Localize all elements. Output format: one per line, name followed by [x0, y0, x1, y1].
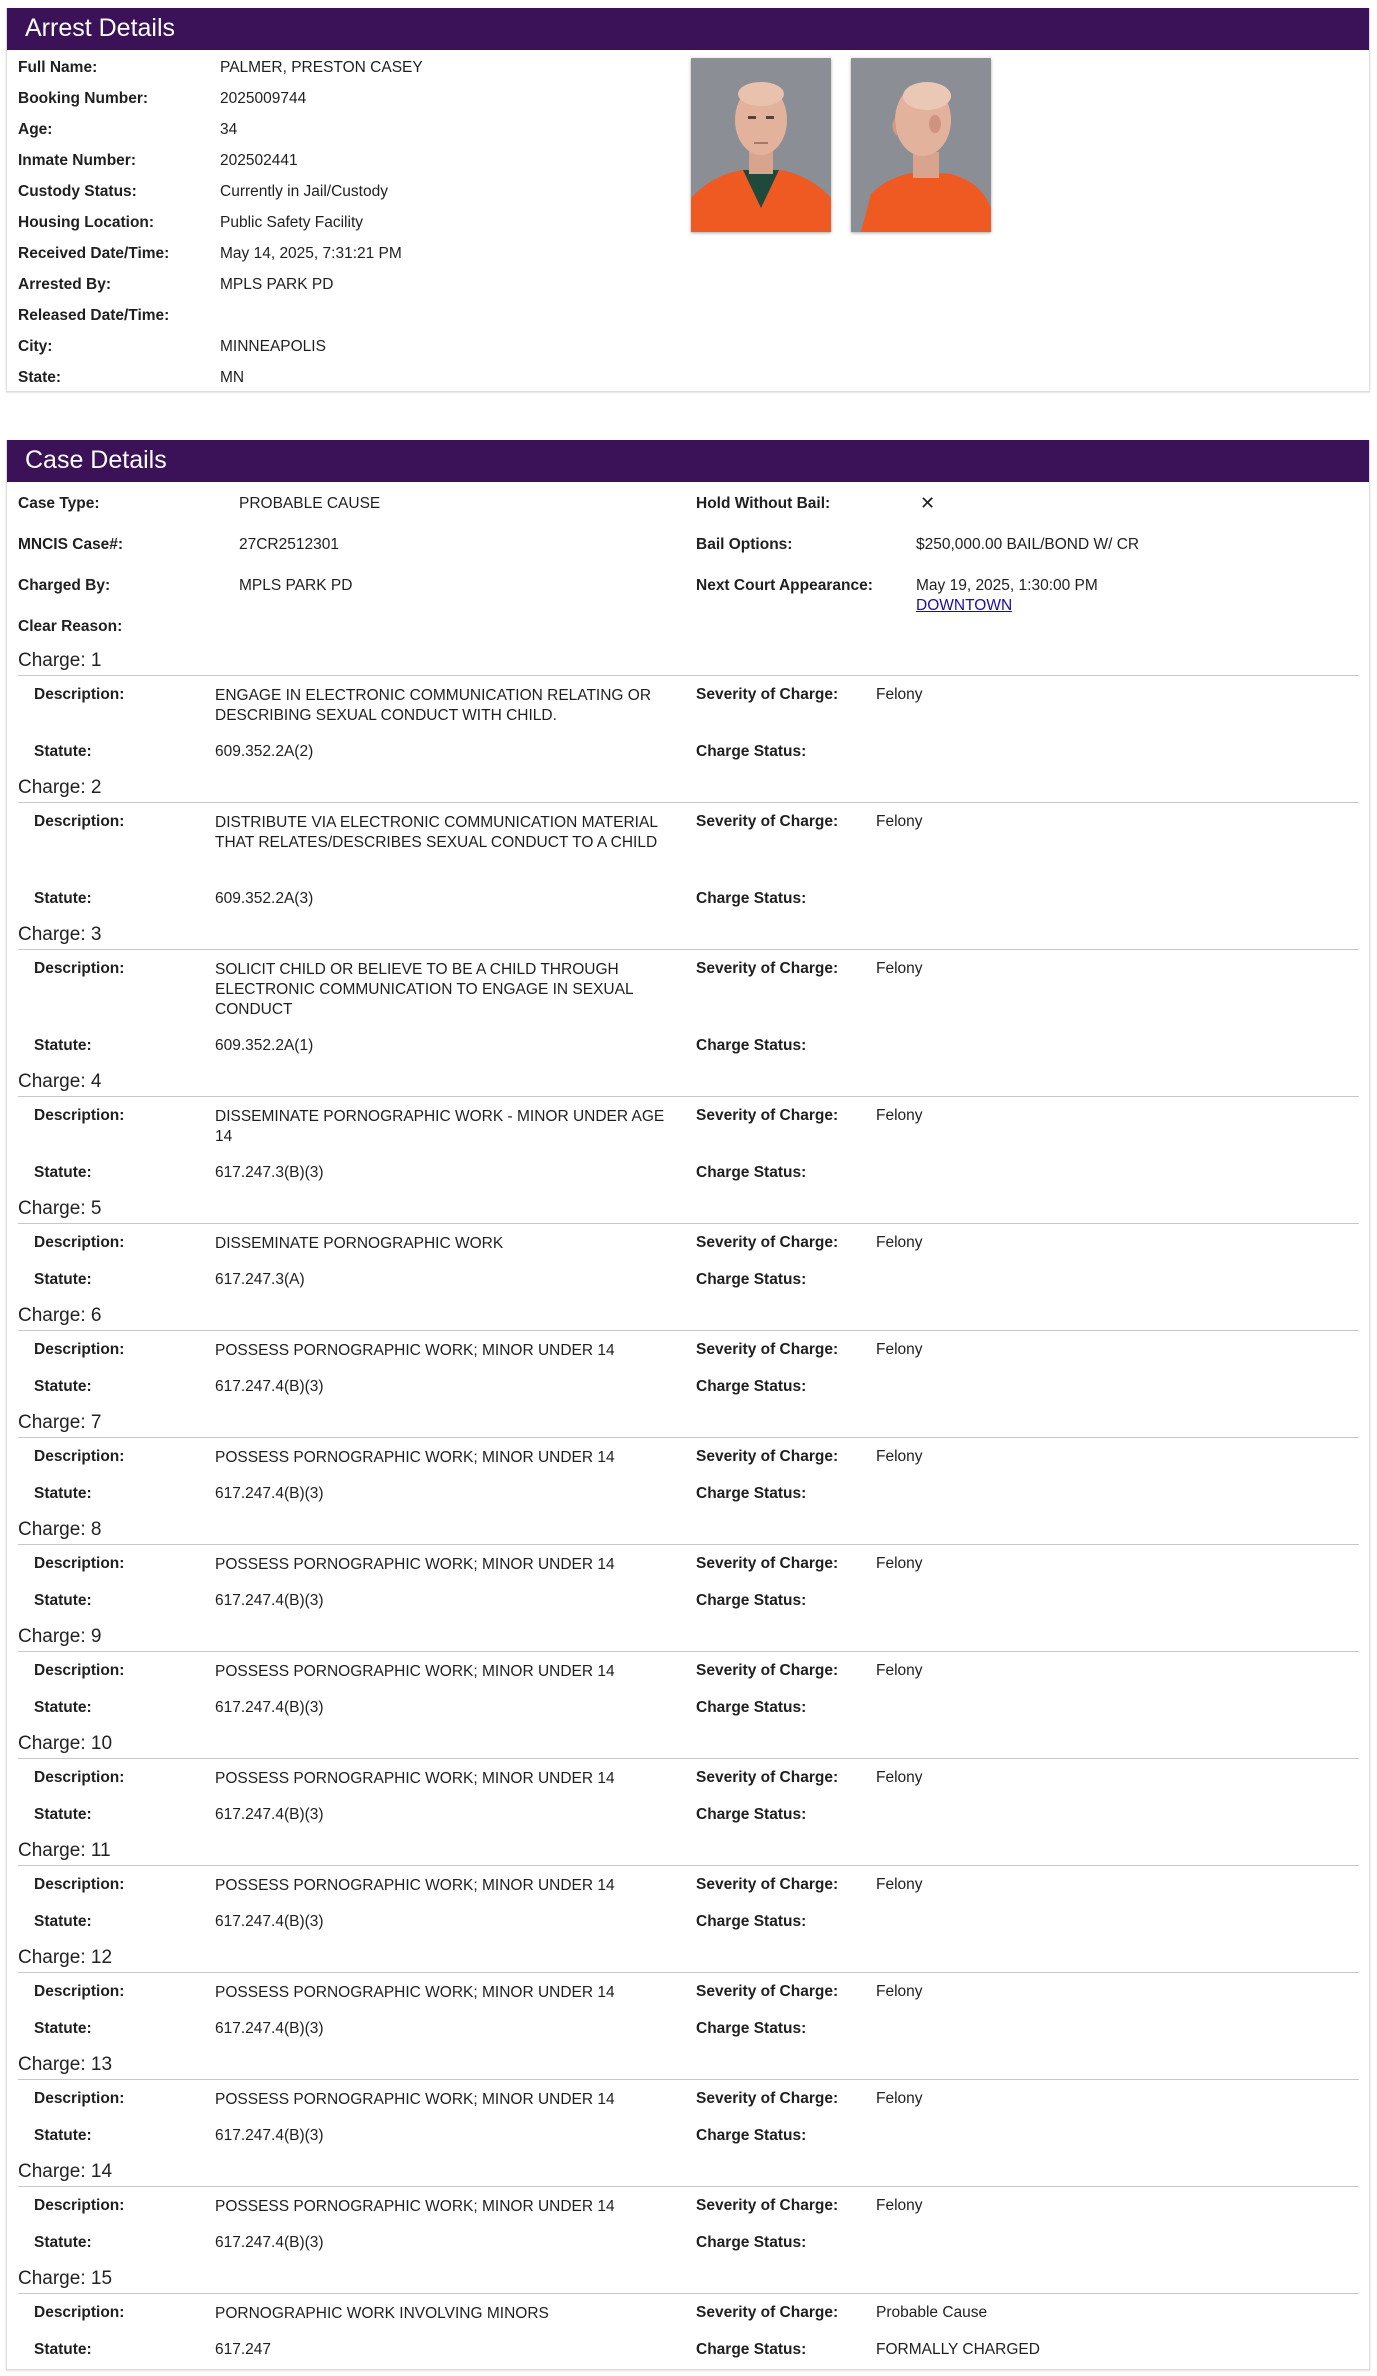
- charge-divider: [18, 1865, 1359, 1866]
- charge-severity: Felony: [876, 1555, 923, 1572]
- statute-label: Statute:: [34, 2127, 92, 2144]
- statute-label: Statute:: [34, 1485, 92, 1502]
- case-details-panel: [6, 440, 1370, 2370]
- statute-label: Statute:: [34, 1913, 92, 1930]
- charge-severity: Felony: [876, 1876, 923, 1893]
- description-label: Description:: [34, 1662, 125, 1679]
- arrest-field-value: May 14, 2025, 7:31:21 PM: [220, 245, 402, 262]
- charge-divider: [18, 675, 1359, 676]
- arrest-field-label: Received Date/Time:: [18, 245, 170, 262]
- charge-divider: [18, 949, 1359, 950]
- charge-severity: Felony: [876, 1107, 923, 1124]
- charge-divider: [18, 1223, 1359, 1224]
- severity-label: Severity of Charge:: [696, 1341, 839, 1358]
- severity-label: Severity of Charge:: [696, 1555, 839, 1572]
- charge-severity: Felony: [876, 1662, 923, 1679]
- charge-status-label: Charge Status:: [696, 890, 807, 907]
- description-label: Description:: [34, 1769, 125, 1786]
- description-label: Description:: [34, 1555, 125, 1572]
- description-label: Description:: [34, 2090, 125, 2107]
- charge-description: DISSEMINATE PORNOGRAPHIC WORK - MINOR UNDER AGE 14: [215, 1108, 665, 1145]
- mncis-case-label: MNCIS Case#:: [18, 536, 124, 553]
- severity-label: Severity of Charge:: [696, 2304, 839, 2321]
- charge-title: Charge: 1: [18, 650, 102, 671]
- arrest-field-value: MPLS PARK PD: [220, 276, 334, 293]
- charge-title: Charge: 3: [18, 924, 102, 945]
- severity-label: Severity of Charge:: [696, 1662, 839, 1679]
- arrest-field-value: Currently in Jail/Custody: [220, 183, 388, 200]
- charge-statute: 617.247.4(B)(3): [215, 2020, 324, 2037]
- bail-options-value: $250,000.00 BAIL/BOND W/ CR: [916, 536, 1140, 553]
- charge-status-label: Charge Status:: [696, 1592, 807, 1609]
- statute-label: Statute:: [34, 2341, 92, 2358]
- charge-severity: Felony: [876, 686, 923, 703]
- charge-status-label: Charge Status:: [696, 1037, 807, 1054]
- arrest-field-label: Custody Status:: [18, 183, 137, 200]
- charge-title: Charge: 6: [18, 1305, 102, 1326]
- charge-status-label: Charge Status:: [696, 2341, 807, 2358]
- charge-status-label: Charge Status:: [696, 1271, 807, 1288]
- arrest-field-value: 2025009744: [220, 90, 307, 107]
- charge-description: POSSESS PORNOGRAPHIC WORK; MINOR UNDER 14: [215, 1449, 615, 1466]
- next-court-appearance-label: Next Court Appearance:: [696, 577, 873, 594]
- arrest-field-label: Booking Number:: [18, 90, 149, 107]
- charge-severity: Felony: [876, 2197, 923, 2214]
- charge-description: DISTRIBUTE VIA ELECTRONIC COMMUNICATION MATERIAL THAT RELATES/DESCRIBES SEXUAL CONDUCT TO A CHILD: [215, 814, 658, 851]
- arrest-field-label: Released Date/Time:: [18, 307, 170, 324]
- mncis-case-value: 27CR2512301: [239, 536, 339, 553]
- charge-status-label: Charge Status:: [696, 743, 807, 760]
- description-label: Description:: [34, 1876, 125, 1893]
- case-details-header: Case Details: [7, 440, 1369, 482]
- case-type-label: Case Type:: [18, 495, 100, 512]
- severity-label: Severity of Charge:: [696, 1448, 839, 1465]
- profile-booking-photo: [851, 58, 991, 232]
- charge-title: Charge: 12: [18, 1947, 113, 1968]
- charge-statute: 617.247: [215, 2341, 272, 2358]
- severity-label: Severity of Charge:: [696, 1876, 839, 1893]
- charge-statute: 617.247.4(B)(3): [215, 1592, 324, 1609]
- charge-divider: [18, 1651, 1359, 1652]
- charge-severity: Probable Cause: [876, 2304, 988, 2321]
- charge-divider: [18, 1972, 1359, 1973]
- charge-divider: [18, 1544, 1359, 1545]
- charge-status: FORMALLY CHARGED: [876, 2341, 1040, 2358]
- charge-description: POSSESS PORNOGRAPHIC WORK; MINOR UNDER 14: [215, 1984, 615, 2001]
- arrest-field-label: Housing Location:: [18, 214, 155, 231]
- charge-description: ENGAGE IN ELECTRONIC COMMUNICATION RELATING OR DESCRIBING SEXUAL CONDUCT WITH CHILD.: [215, 687, 652, 724]
- statute-label: Statute:: [34, 1037, 92, 1054]
- description-label: Description:: [34, 1983, 125, 2000]
- description-label: Description:: [34, 1107, 125, 1124]
- charge-statute: 617.247.4(B)(3): [215, 1378, 324, 1395]
- close-icon: ✕: [920, 493, 936, 513]
- charge-statute: 617.247.4(B)(3): [215, 2234, 324, 2251]
- arrest-field-label: Age:: [18, 121, 53, 138]
- arrest-field-label: City:: [18, 338, 53, 355]
- arrest-field-value: Public Safety Facility: [220, 214, 363, 231]
- charge-description: POSSESS PORNOGRAPHIC WORK; MINOR UNDER 14: [215, 1342, 615, 1359]
- hold-without-bail-label: Hold Without Bail:: [696, 495, 831, 512]
- description-label: Description:: [34, 813, 125, 830]
- statute-label: Statute:: [34, 2234, 92, 2251]
- charge-description: POSSESS PORNOGRAPHIC WORK; MINOR UNDER 14: [215, 1556, 615, 1573]
- charge-statute: 617.247.4(B)(3): [215, 2127, 324, 2144]
- arrest-field-value: 34: [220, 121, 238, 138]
- description-label: Description:: [34, 686, 125, 703]
- charge-statute: 617.247.4(B)(3): [215, 1913, 324, 1930]
- arrest-field-label: Inmate Number:: [18, 152, 136, 169]
- charge-description: POSSESS PORNOGRAPHIC WORK; MINOR UNDER 14: [215, 1663, 615, 1680]
- statute-label: Statute:: [34, 743, 92, 760]
- charged-by-value: MPLS PARK PD: [239, 577, 353, 594]
- charge-divider: [18, 1096, 1359, 1097]
- case-type-value: PROBABLE CAUSE: [239, 495, 381, 512]
- charge-status-label: Charge Status:: [696, 1485, 807, 1502]
- charge-severity: Felony: [876, 1341, 923, 1358]
- charge-severity: Felony: [876, 960, 923, 977]
- severity-label: Severity of Charge:: [696, 1983, 839, 2000]
- charge-status-label: Charge Status:: [696, 2020, 807, 2037]
- statute-label: Statute:: [34, 1806, 92, 1823]
- arrest-field-label: Full Name:: [18, 59, 98, 76]
- charge-title: Charge: 8: [18, 1519, 102, 1540]
- charge-description: DISSEMINATE PORNOGRAPHIC WORK: [215, 1235, 504, 1252]
- severity-label: Severity of Charge:: [696, 686, 839, 703]
- charge-severity: Felony: [876, 1769, 923, 1786]
- charge-title: Charge: 14: [18, 2161, 113, 2182]
- description-label: Description:: [34, 1448, 125, 1465]
- charge-divider: [18, 1437, 1359, 1438]
- clear-reason-label: Clear Reason:: [18, 618, 123, 635]
- charge-description: POSSESS PORNOGRAPHIC WORK; MINOR UNDER 14: [215, 1770, 615, 1787]
- charge-divider: [18, 802, 1359, 803]
- next-court-date: May 19, 2025, 1:30:00 PM: [916, 577, 1098, 594]
- severity-label: Severity of Charge:: [696, 2197, 839, 2214]
- charge-severity: Felony: [876, 1234, 923, 1251]
- charge-description: POSSESS PORNOGRAPHIC WORK; MINOR UNDER 14: [215, 2091, 615, 2108]
- charge-statute: 609.352.2A(3): [215, 890, 314, 907]
- arrest-field-label: Arrested By:: [18, 276, 112, 293]
- arrest-details-header: Arrest Details: [7, 8, 1369, 50]
- statute-label: Statute:: [34, 1378, 92, 1395]
- severity-label: Severity of Charge:: [696, 1107, 839, 1124]
- front-booking-photo: [691, 58, 831, 232]
- severity-label: Severity of Charge:: [696, 813, 839, 830]
- charge-title: Charge: 7: [18, 1412, 102, 1433]
- charge-status-label: Charge Status:: [696, 1913, 807, 1930]
- charge-title: Charge: 13: [18, 2054, 113, 2075]
- charge-statute: 617.247.4(B)(3): [215, 1485, 324, 1502]
- charged-by-label: Charged By:: [18, 577, 111, 594]
- charge-title: Charge: 11: [18, 1840, 111, 1861]
- arrest-field-value: PALMER, PRESTON CASEY: [220, 59, 423, 76]
- charge-severity: Felony: [876, 1983, 923, 2000]
- charge-severity: Felony: [876, 1448, 923, 1465]
- charge-severity: Felony: [876, 2090, 923, 2107]
- charge-status-label: Charge Status:: [696, 1378, 807, 1395]
- arrest-field-value: 202502441: [220, 152, 298, 169]
- charge-statute: 609.352.2A(2): [215, 743, 314, 760]
- statute-label: Statute:: [34, 1699, 92, 1716]
- charge-divider: [18, 1758, 1359, 1759]
- charge-status-label: Charge Status:: [696, 1164, 807, 1181]
- statute-label: Statute:: [34, 1164, 92, 1181]
- charge-status-label: Charge Status:: [696, 1806, 807, 1823]
- charge-title: Charge: 5: [18, 1198, 102, 1219]
- arrest-details-panel: [6, 8, 1370, 392]
- description-label: Description:: [34, 2197, 125, 2214]
- arrest-field-value: MINNEAPOLIS: [220, 338, 326, 355]
- charge-status-label: Charge Status:: [696, 2234, 807, 2251]
- statute-label: Statute:: [34, 1592, 92, 1609]
- charge-title: Charge: 4: [18, 1071, 102, 1092]
- charge-title: Charge: 2: [18, 777, 102, 798]
- statute-label: Statute:: [34, 2020, 92, 2037]
- statute-label: Statute:: [34, 1271, 92, 1288]
- severity-label: Severity of Charge:: [696, 2090, 839, 2107]
- description-label: Description:: [34, 2304, 125, 2321]
- charge-title: Charge: 9: [18, 1626, 102, 1647]
- charge-title: Charge: 10: [18, 1733, 113, 1754]
- charge-description: POSSESS PORNOGRAPHIC WORK; MINOR UNDER 14: [215, 2198, 615, 2215]
- severity-label: Severity of Charge:: [696, 1234, 839, 1251]
- charge-description: SOLICIT CHILD OR BELIEVE TO BE A CHILD THROUGH ELECTRONIC COMMUNICATION TO ENGAGE IN SEXUAL CONDUCT: [215, 961, 633, 1018]
- arrest-field-label: State:: [18, 369, 62, 386]
- statute-label: Statute:: [34, 890, 92, 907]
- severity-label: Severity of Charge:: [696, 960, 839, 977]
- charge-severity: Felony: [876, 813, 923, 830]
- severity-label: Severity of Charge:: [696, 1769, 839, 1786]
- charge-divider: [18, 2186, 1359, 2187]
- charge-divider: [18, 1330, 1359, 1331]
- description-label: Description:: [34, 1341, 125, 1358]
- charge-statute: 617.247.4(B)(3): [215, 1699, 324, 1716]
- arrest-details-body: [7, 50, 1369, 392]
- charge-statute: 617.247.3(A): [215, 1271, 305, 1288]
- charge-statute: 609.352.2A(1): [215, 1037, 314, 1054]
- description-label: Description:: [34, 1234, 125, 1251]
- charge-status-label: Charge Status:: [696, 2127, 807, 2144]
- charge-description: POSSESS PORNOGRAPHIC WORK; MINOR UNDER 14: [215, 1877, 615, 1894]
- bail-options-label: Bail Options:: [696, 536, 793, 553]
- charge-description: PORNOGRAPHIC WORK INVOLVING MINORS: [215, 2305, 549, 2322]
- charge-title: Charge: 15: [18, 2268, 113, 2289]
- arrest-field-value: MN: [220, 369, 245, 386]
- charge-status-label: Charge Status:: [696, 1699, 807, 1716]
- charge-divider: [18, 2293, 1359, 2294]
- charge-divider: [18, 2079, 1359, 2080]
- description-label: Description:: [34, 960, 125, 977]
- charge-statute: 617.247.3(B)(3): [215, 1164, 324, 1181]
- charge-statute: 617.247.4(B)(3): [215, 1806, 324, 1823]
- court-location-link[interactable]: DOWNTOWN: [916, 597, 1013, 614]
